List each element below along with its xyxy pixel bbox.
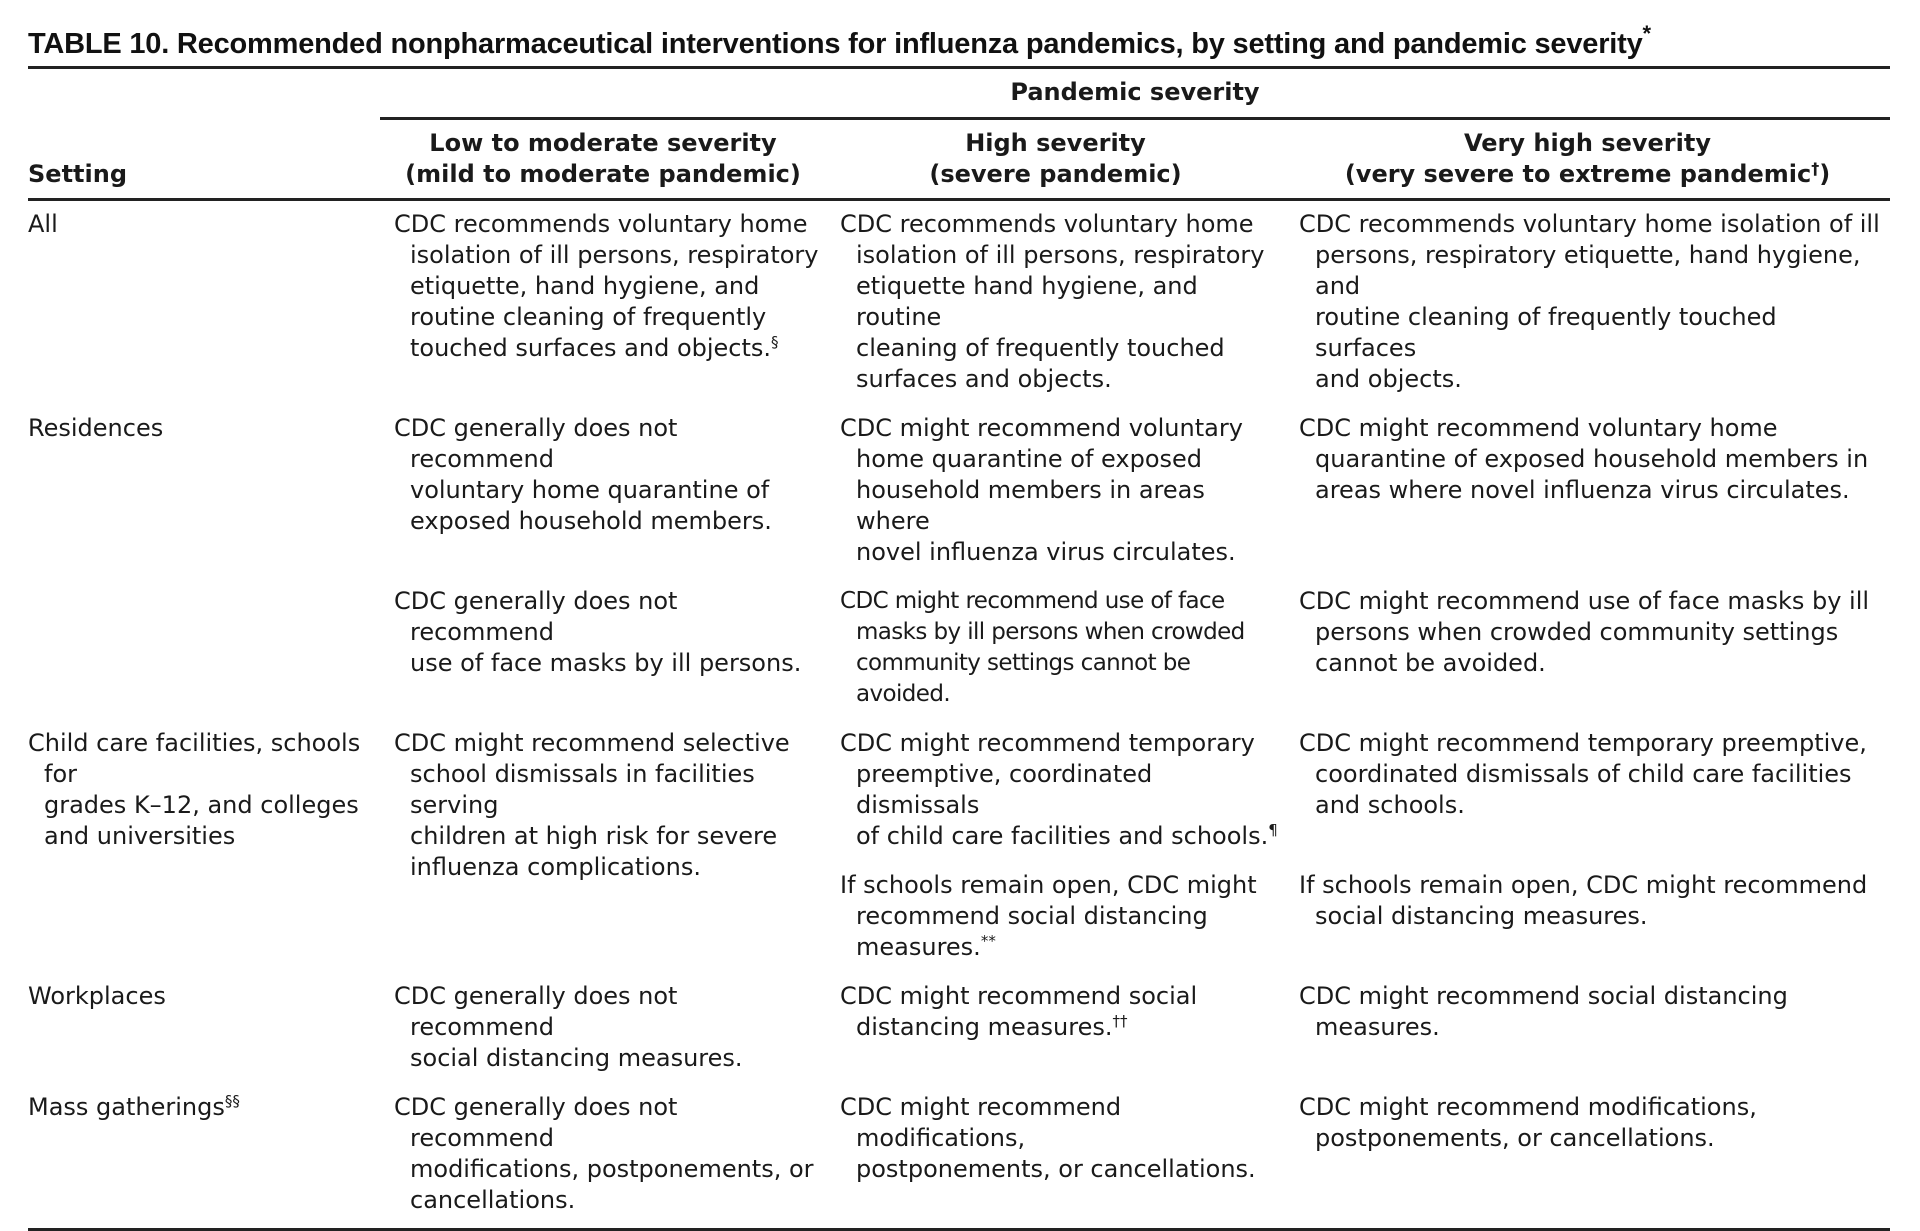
pandemic-severity-header: Pandemic severity <box>380 69 1890 120</box>
row-setting-residences-continued <box>28 578 380 720</box>
header-spacer <box>28 69 380 120</box>
cell-residences-quarantine-very-high: CDC might recommend voluntary home quarantine of exposed household members in areas where novel influenza virus circulates. <box>1299 414 1869 504</box>
cell-schools-distancing-high-text: If schools remain open, CDC might recommend social distancing measures. <box>840 871 1257 961</box>
column-header-low <box>380 120 826 201</box>
cell-schools-dismissal-high <box>826 720 1285 862</box>
cell-all-high: CDC recommends voluntary home isolation of ill persons, respiratory etiquette hand hygiene, and routine cleaning of frequently touched surfaces and objects. <box>840 210 1265 393</box>
cell-residences-quarantine-low: CDC generally does not recommend voluntary home quarantine of exposed household members. <box>394 414 772 535</box>
cell-workplaces-high <box>826 973 1285 1084</box>
row-setting-mass-gatherings-text: Mass gatherings <box>28 1093 225 1121</box>
cell-mass-low: CDC generally does not recommend modifications, postponements, or cancellations. <box>394 1093 814 1214</box>
double-dagger-footnote-marker: †† <box>1112 1012 1128 1030</box>
row-setting-schools-continued <box>28 862 380 973</box>
cell-workplaces-very-high: CDC might recommend social distancing measures. <box>1299 982 1788 1041</box>
column-header-setting <box>28 120 380 201</box>
row-setting-workplaces: Workplaces <box>28 982 166 1010</box>
interventions-table <box>28 69 1890 1226</box>
cell-workplaces-high-text: CDC might recommend social distancing measures. <box>840 982 1198 1041</box>
cell-residences-quarantine-high: CDC might recommend voluntary home quarantine of exposed household members in areas where novel influenza virus circulates. <box>840 414 1243 566</box>
cell-all-low <box>380 201 826 405</box>
column-header-low-line1: Low to moderate severity <box>429 129 777 157</box>
pilcrow-footnote-marker: ¶ <box>1268 821 1278 839</box>
column-header-low-line2: (mild to moderate pandemic) <box>405 160 801 188</box>
column-header-very-high-close-paren: ) <box>1819 160 1831 188</box>
column-header-very-high-line2-text: (very severe to extreme pandemic <box>1344 160 1812 188</box>
section-footnote-marker: § <box>771 333 779 351</box>
row-setting-all: All <box>28 210 58 238</box>
row-setting-schools: Child care facilities, schools for grades K–12, and colleges and universities <box>28 729 361 850</box>
column-header-high-line1: High severity <box>965 129 1146 157</box>
cell-schools-dismissal-high-text: CDC might recommend temporary preemptive, coordinated dismissals of child care facilities and schools. <box>840 729 1269 850</box>
column-header-very-high <box>1285 120 1890 201</box>
dagger-footnote-marker: † <box>1811 159 1820 178</box>
cell-residences-masks-low: CDC generally does not recommend use of face masks by ill persons. <box>394 587 802 677</box>
row-setting-mass-gatherings <box>28 1084 380 1226</box>
table-page <box>28 22 1890 1231</box>
cell-schools-dismissal-very-high: CDC might recommend temporary preemptive, coordinated dismissals of child care facilities and schools. <box>1299 729 1867 819</box>
double-section-footnote-marker: §§ <box>224 1092 240 1110</box>
title-footnote-marker: * <box>1642 21 1651 46</box>
cell-schools-low: CDC might recommend selective school dismissals in facilities serving children at high risk for severe influenza complications. <box>394 729 790 881</box>
column-header-setting-label: Setting <box>28 160 127 188</box>
double-asterisk-footnote-marker: ** <box>980 932 996 950</box>
cell-all-very-high: CDC recommends voluntary home isolation of ill persons, respiratory etiquette, hand hygiene, and routine cleaning of frequently touched surfaces and objects. <box>1299 210 1880 393</box>
cell-all-low-text: CDC recommends voluntary home isolation of ill persons, respiratory etiquette, hand hygiene, and routine cleaning of frequently touched surfaces and objects. <box>394 210 819 362</box>
column-header-high <box>826 120 1285 201</box>
cell-mass-very-high: CDC might recommend modifications, postponements, or cancellations. <box>1299 1093 1757 1152</box>
column-header-very-high-line1: Very high severity <box>1464 129 1711 157</box>
cell-mass-high: CDC might recommend modifications, postponements, or cancellations. <box>840 1093 1256 1183</box>
column-header-very-high-line2 <box>1291 159 1884 190</box>
cell-workplaces-low: CDC generally does not recommend social distancing measures. <box>394 982 743 1072</box>
cell-schools-distancing-very-high: If schools remain open, CDC might recommend social distancing measures. <box>1299 871 1868 930</box>
table-title-text: TABLE 10. Recommended nonpharmaceutical interventions for influenza pandemics, by setting and pandemic severity <box>28 28 1643 60</box>
column-header-high-line2: (severe pandemic) <box>929 160 1182 188</box>
cell-residences-masks-high: CDC might recommend use of face masks by ill persons when crowded community settings cannot be avoided. <box>840 588 1245 707</box>
cell-schools-distancing-high <box>826 862 1285 973</box>
table-title <box>28 22 1890 66</box>
row-setting-residences: Residences <box>28 414 164 442</box>
cell-residences-masks-very-high: CDC might recommend use of face masks by ill persons when crowded community settings cannot be avoided. <box>1299 587 1870 677</box>
